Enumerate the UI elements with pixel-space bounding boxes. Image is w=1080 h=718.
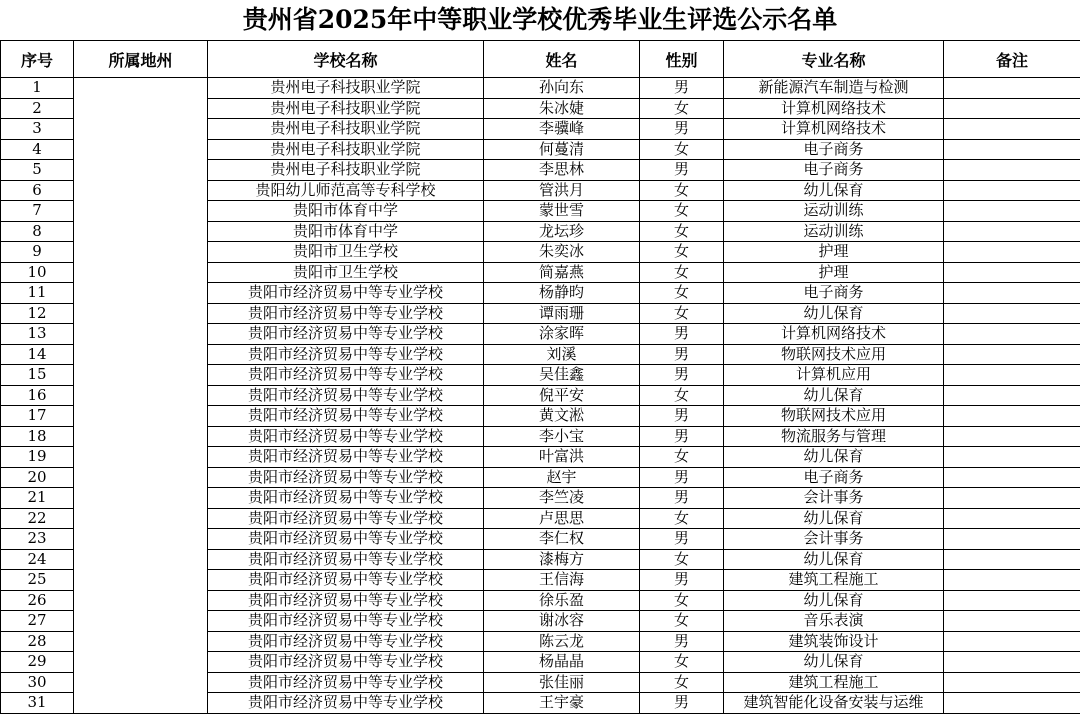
cell-major: 幼儿保育 [724, 590, 944, 611]
cell-seq: 17 [1, 406, 74, 427]
cell-school: 贵州电子科技职业学院 [208, 160, 484, 181]
cell-gender: 女 [640, 201, 724, 222]
cell-school: 贵州电子科技职业学院 [208, 139, 484, 160]
cell-gender: 女 [640, 303, 724, 324]
cell-remark [944, 78, 1080, 99]
cell-school: 贵阳市经济贸易中等专业学校 [208, 549, 484, 570]
cell-remark [944, 590, 1080, 611]
cell-seq: 19 [1, 447, 74, 468]
cell-name: 涂家晖 [484, 324, 640, 345]
cell-gender: 女 [640, 180, 724, 201]
cell-gender: 女 [640, 242, 724, 263]
cell-name: 漆梅方 [484, 549, 640, 570]
cell-major: 计算机应用 [724, 365, 944, 386]
cell-major: 幼儿保育 [724, 549, 944, 570]
cell-seq: 21 [1, 488, 74, 509]
cell-remark [944, 160, 1080, 181]
cell-gender: 男 [640, 488, 724, 509]
cell-gender: 女 [640, 385, 724, 406]
cell-gender: 女 [640, 652, 724, 673]
cell-major: 建筑装饰设计 [724, 631, 944, 652]
cell-gender: 男 [640, 631, 724, 652]
cell-major: 计算机网络技术 [724, 119, 944, 140]
cell-school: 贵阳市经济贸易中等专业学校 [208, 283, 484, 304]
cell-school: 贵州电子科技职业学院 [208, 119, 484, 140]
cell-major: 计算机网络技术 [724, 98, 944, 119]
cell-seq: 5 [1, 160, 74, 181]
cell-name: 张佳丽 [484, 672, 640, 693]
cell-region [74, 78, 208, 714]
header-name: 姓名 [484, 41, 640, 78]
cell-gender: 男 [640, 119, 724, 140]
cell-seq: 25 [1, 570, 74, 591]
cell-name: 李竺凌 [484, 488, 640, 509]
roster-body [1, 78, 1080, 714]
cell-gender: 女 [640, 672, 724, 693]
cell-school: 贵阳市经济贸易中等专业学校 [208, 426, 484, 447]
cell-remark [944, 344, 1080, 365]
cell-major: 物联网技术应用 [724, 344, 944, 365]
cell-gender: 女 [640, 549, 724, 570]
cell-seq: 13 [1, 324, 74, 345]
cell-remark [944, 98, 1080, 119]
cell-remark [944, 201, 1080, 222]
cell-seq: 2 [1, 98, 74, 119]
cell-name: 叶富洪 [484, 447, 640, 468]
cell-name: 刘溪 [484, 344, 640, 365]
cell-seq: 15 [1, 365, 74, 386]
cell-gender: 男 [640, 365, 724, 386]
header-school: 学校名称 [208, 41, 484, 78]
cell-school: 贵阳市经济贸易中等专业学校 [208, 590, 484, 611]
cell-major: 幼儿保育 [724, 385, 944, 406]
cell-name: 朱奕冰 [484, 242, 640, 263]
cell-gender: 男 [640, 78, 724, 99]
cell-major: 护理 [724, 262, 944, 283]
cell-seq: 26 [1, 590, 74, 611]
cell-seq: 9 [1, 242, 74, 263]
cell-remark [944, 139, 1080, 160]
cell-seq: 4 [1, 139, 74, 160]
cell-major: 电子商务 [724, 160, 944, 181]
cell-major: 音乐表演 [724, 611, 944, 632]
cell-major: 建筑工程施工 [724, 570, 944, 591]
cell-remark [944, 652, 1080, 673]
cell-seq: 14 [1, 344, 74, 365]
cell-school: 贵阳市经济贸易中等专业学校 [208, 611, 484, 632]
cell-gender: 女 [640, 590, 724, 611]
cell-seq: 12 [1, 303, 74, 324]
cell-name: 李骥峰 [484, 119, 640, 140]
header-seq: 序号 [1, 41, 74, 78]
cell-name: 吴佳鑫 [484, 365, 640, 386]
cell-major: 护理 [724, 242, 944, 263]
cell-remark [944, 385, 1080, 406]
cell-major: 建筑智能化设备安装与运维 [724, 693, 944, 714]
cell-remark [944, 549, 1080, 570]
cell-major: 新能源汽车制造与检测 [724, 78, 944, 99]
cell-remark [944, 570, 1080, 591]
cell-name: 王宇豪 [484, 693, 640, 714]
cell-school: 贵州电子科技职业学院 [208, 98, 484, 119]
cell-school: 贵阳幼儿师范高等专科学校 [208, 180, 484, 201]
page-title: 贵州省2025年中等职业学校优秀毕业生评选公示名单 [242, 5, 838, 34]
cell-remark [944, 119, 1080, 140]
cell-remark [944, 693, 1080, 714]
cell-name: 蒙世雪 [484, 201, 640, 222]
header-row [1, 41, 1080, 78]
cell-school: 贵阳市经济贸易中等专业学校 [208, 303, 484, 324]
cell-school: 贵阳市经济贸易中等专业学校 [208, 652, 484, 673]
cell-seq: 20 [1, 467, 74, 488]
cell-name: 管洪月 [484, 180, 640, 201]
cell-remark [944, 406, 1080, 427]
cell-school: 贵阳市经济贸易中等专业学校 [208, 570, 484, 591]
header-major: 专业名称 [724, 41, 944, 78]
cell-seq: 7 [1, 201, 74, 222]
cell-school: 贵阳市经济贸易中等专业学校 [208, 324, 484, 345]
cell-name: 李小宝 [484, 426, 640, 447]
cell-remark [944, 242, 1080, 263]
cell-seq: 28 [1, 631, 74, 652]
cell-gender: 男 [640, 529, 724, 550]
cell-gender: 女 [640, 447, 724, 468]
cell-gender: 男 [640, 406, 724, 427]
cell-major: 电子商务 [724, 283, 944, 304]
cell-remark [944, 508, 1080, 529]
cell-gender: 女 [640, 508, 724, 529]
cell-major: 幼儿保育 [724, 180, 944, 201]
cell-name: 杨晶晶 [484, 652, 640, 673]
cell-major: 计算机网络技术 [724, 324, 944, 345]
cell-remark [944, 488, 1080, 509]
cell-remark [944, 303, 1080, 324]
cell-major: 幼儿保育 [724, 447, 944, 468]
cell-gender: 女 [640, 98, 724, 119]
cell-major: 电子商务 [724, 139, 944, 160]
cell-name: 卢思思 [484, 508, 640, 529]
cell-major: 幼儿保育 [724, 508, 944, 529]
cell-school: 贵阳市体育中学 [208, 221, 484, 242]
cell-major: 物联网技术应用 [724, 406, 944, 427]
cell-name: 李仁权 [484, 529, 640, 550]
cell-school: 贵阳市卫生学校 [208, 242, 484, 263]
header-gender: 性别 [640, 41, 724, 78]
cell-seq: 3 [1, 119, 74, 140]
cell-name: 简嘉燕 [484, 262, 640, 283]
cell-name: 谢冰容 [484, 611, 640, 632]
roster-table [0, 40, 1080, 714]
cell-school: 贵阳市经济贸易中等专业学校 [208, 529, 484, 550]
cell-school: 贵阳市经济贸易中等专业学校 [208, 447, 484, 468]
cell-seq: 24 [1, 549, 74, 570]
cell-remark [944, 283, 1080, 304]
cell-school: 贵阳市经济贸易中等专业学校 [208, 406, 484, 427]
cell-name: 朱冰婕 [484, 98, 640, 119]
cell-remark [944, 447, 1080, 468]
cell-seq: 27 [1, 611, 74, 632]
cell-seq: 22 [1, 508, 74, 529]
cell-major: 会计事务 [724, 529, 944, 550]
cell-seq: 30 [1, 672, 74, 693]
cell-major: 电子商务 [724, 467, 944, 488]
cell-gender: 男 [640, 570, 724, 591]
cell-gender: 男 [640, 324, 724, 345]
cell-school: 贵阳市经济贸易中等专业学校 [208, 693, 484, 714]
cell-name: 陈云龙 [484, 631, 640, 652]
cell-seq: 1 [1, 78, 74, 99]
cell-name: 徐乐盈 [484, 590, 640, 611]
cell-school: 贵阳市经济贸易中等专业学校 [208, 508, 484, 529]
cell-name: 赵宇 [484, 467, 640, 488]
cell-major: 幼儿保育 [724, 652, 944, 673]
cell-gender: 男 [640, 426, 724, 447]
header-remark: 备注 [944, 41, 1080, 78]
header-region: 所属地州 [74, 41, 208, 78]
cell-school: 贵阳市经济贸易中等专业学校 [208, 672, 484, 693]
cell-gender: 女 [640, 283, 724, 304]
cell-remark [944, 221, 1080, 242]
cell-seq: 16 [1, 385, 74, 406]
cell-name: 倪平安 [484, 385, 640, 406]
cell-gender: 男 [640, 344, 724, 365]
cell-remark [944, 324, 1080, 345]
cell-remark [944, 672, 1080, 693]
cell-remark [944, 529, 1080, 550]
cell-school: 贵阳市经济贸易中等专业学校 [208, 467, 484, 488]
cell-name: 黄文淞 [484, 406, 640, 427]
cell-seq: 31 [1, 693, 74, 714]
cell-seq: 11 [1, 283, 74, 304]
cell-gender: 女 [640, 262, 724, 283]
cell-remark [944, 631, 1080, 652]
cell-gender: 女 [640, 139, 724, 160]
cell-school: 贵阳市卫生学校 [208, 262, 484, 283]
cell-gender: 女 [640, 611, 724, 632]
cell-seq: 6 [1, 180, 74, 201]
cell-gender: 男 [640, 160, 724, 181]
cell-seq: 18 [1, 426, 74, 447]
cell-gender: 男 [640, 467, 724, 488]
cell-school: 贵阳市经济贸易中等专业学校 [208, 631, 484, 652]
cell-major: 建筑工程施工 [724, 672, 944, 693]
cell-seq: 10 [1, 262, 74, 283]
cell-school: 贵阳市体育中学 [208, 201, 484, 222]
cell-name: 谭雨珊 [484, 303, 640, 324]
cell-name: 孙向东 [484, 78, 640, 99]
cell-remark [944, 262, 1080, 283]
cell-school: 贵阳市经济贸易中等专业学校 [208, 344, 484, 365]
cell-name: 王信海 [484, 570, 640, 591]
cell-name: 李思林 [484, 160, 640, 181]
cell-gender: 女 [640, 221, 724, 242]
cell-major: 物流服务与管理 [724, 426, 944, 447]
cell-major: 会计事务 [724, 488, 944, 509]
cell-remark [944, 365, 1080, 386]
cell-seq: 29 [1, 652, 74, 673]
cell-major: 运动训练 [724, 221, 944, 242]
cell-school: 贵阳市经济贸易中等专业学校 [208, 365, 484, 386]
cell-remark [944, 467, 1080, 488]
cell-school: 贵州电子科技职业学院 [208, 78, 484, 99]
cell-name: 杨静昀 [484, 283, 640, 304]
cell-major: 幼儿保育 [724, 303, 944, 324]
cell-name: 龙坛珍 [484, 221, 640, 242]
cell-gender: 男 [640, 693, 724, 714]
cell-school: 贵阳市经济贸易中等专业学校 [208, 488, 484, 509]
cell-seq: 8 [1, 221, 74, 242]
cell-seq: 23 [1, 529, 74, 550]
cell-remark [944, 426, 1080, 447]
cell-major: 运动训练 [724, 201, 944, 222]
table-row [1, 78, 1080, 99]
cell-name: 何蔓清 [484, 139, 640, 160]
cell-remark [944, 611, 1080, 632]
cell-school: 贵阳市经济贸易中等专业学校 [208, 385, 484, 406]
cell-remark [944, 180, 1080, 201]
